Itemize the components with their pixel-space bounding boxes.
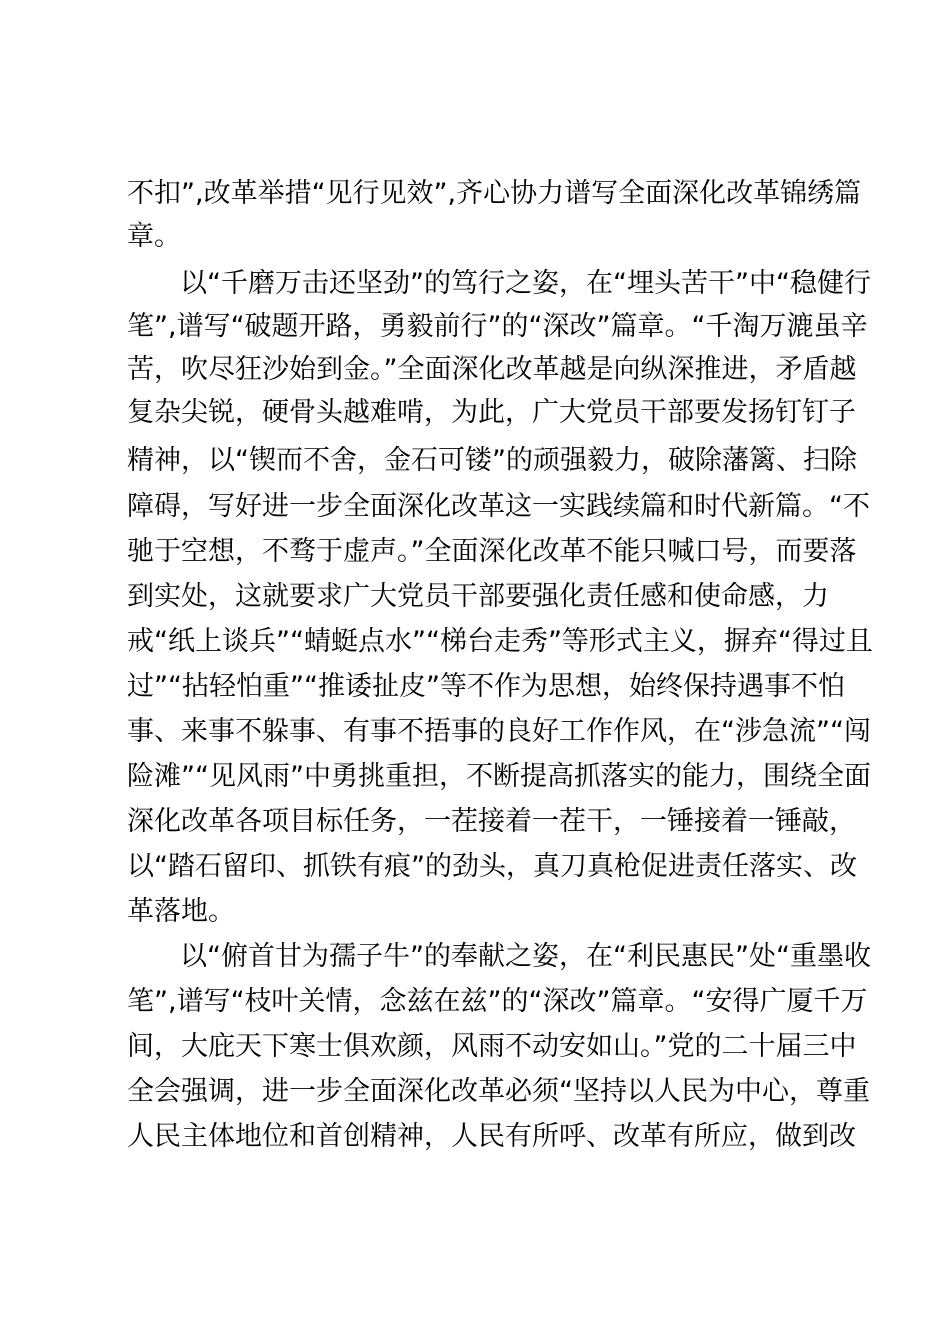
text-line: 过”“拈轻怕重”“推诿扯皮”等不作为思想，始终保持遇事不怕 <box>127 671 845 702</box>
text-line: 戒“纸上谈兵”“蜻蜓点水”“梯台走秀”等形式主义，摒弃“得过且 <box>127 626 873 657</box>
text-line: 障碍，写好进一步全面深化改革这一实践续篇和时代新篇。“不 <box>127 491 870 522</box>
text-line: 苦，吹尽狂沙始到金。”全面深化改革越是向纵深推进，矛盾越 <box>127 354 857 385</box>
text-line: 深化改革各项目标任务，一茬接着一茬干，一锤接着一锤敲， <box>127 806 856 837</box>
text-line: 笔”,谱写“枝叶关情，念兹在兹”的“深改”篇章。“安得广厦千万 <box>127 986 868 1017</box>
text-line: 到实处，这就要求广大党员干部要强化责任感和使命感，力 <box>127 581 829 612</box>
text-line: 精神，以“锲而不舍，金石可镂”的顽强毅力，破除藩篱、扫除 <box>127 445 857 476</box>
text-line: 革落地。 <box>127 896 235 927</box>
text-line: 人民主体地位和首创精神，人民有所呼、改革有所应，做到改 <box>127 1121 856 1152</box>
text-line: 笔”,谱写“破题开路，勇毅前行”的“深改”篇章。“千淘万漉虽辛 <box>127 311 868 342</box>
text-line: 间，大庇天下寒士俱欢颜，风雨不动安如山。”党的二十届三中 <box>127 1031 857 1062</box>
text-line: 全会强调，进一步全面深化改革必须“坚持以人民为中心，尊重 <box>127 1076 870 1107</box>
text-line: 章。 <box>127 221 181 252</box>
text-line: 事、来事不躲事、有事不捂事的良好工作作风，在“涉急流”“闯 <box>127 716 871 747</box>
text-line: 以“踏石留印、抓铁有痕”的劲头，真刀真枪促进责任落实、改 <box>127 851 857 882</box>
paragraph-first-line: 以“俯首甘为孺子牛”的奉献之姿，在“利民惠民”处“重墨收 <box>180 941 871 972</box>
text-line: 不扣”,改革举措“见行见效”,齐心协力谱写全面深化改革锦绣篇 <box>127 178 862 209</box>
text-line: 险滩”“见风雨”中勇挑重担，不断提高抓落实的能力，围绕全面 <box>127 761 871 792</box>
text-line: 驰于空想，不骛于虚声。”全面深化改革不能只喊口号，而要落 <box>127 536 857 567</box>
paragraph-first-line: 以“千磨万击还坚劲”的笃行之姿，在“埋头苦干”中“稳健行 <box>180 268 871 299</box>
text-line: 复杂尖锐，硬骨头越难啃，为此，广大党员干部要发扬钉钉子 <box>127 397 856 428</box>
